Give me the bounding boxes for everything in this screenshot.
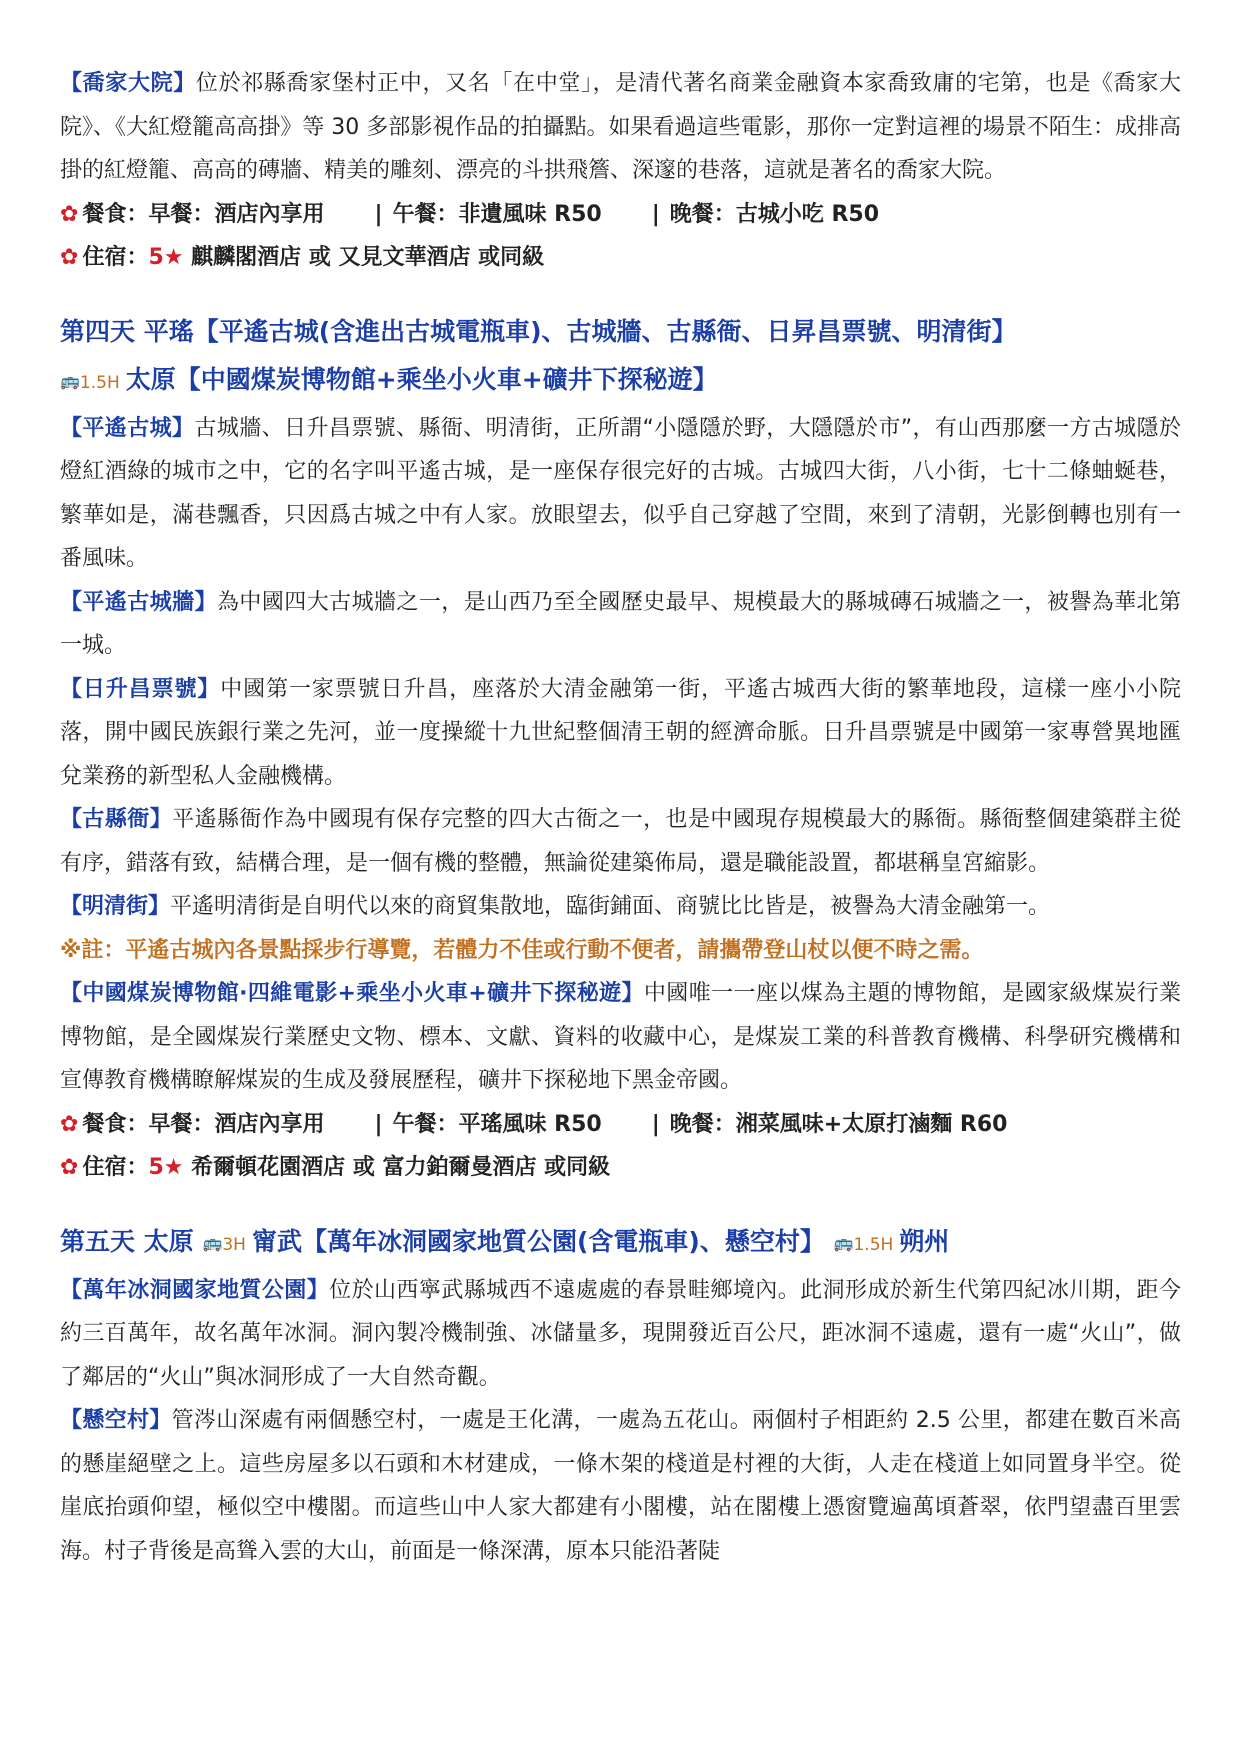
paragraph-text: 位於祁縣喬家堡村正中，又名「在中堂」，是清代著名商業金融資本家喬致庸的宅第，也是《喬家大院》、《大紅燈籠高高掛》等 30 多部影視作品的拍攝點。如果看過這些電影，那你一定對這裡的場景不陌生：成排高掛的紅燈籠、高高的磚牆、精美的雕刻、漂亮的斗拱飛簷、深邃的巷落，這就是著名的喬家大院。 <box>60 71 1181 183</box>
keyword: 【日升昌票號】 <box>60 676 221 702</box>
star-rating: 5★ <box>148 1155 184 1180</box>
keyword: 【懸空村】 <box>60 1408 172 1433</box>
flower-icon: ✿ <box>60 245 79 270</box>
keyword: 【古縣衙】 <box>60 807 173 832</box>
hotel-list: 希爾頓花園酒店 或 富力鉑爾曼酒店 或同級 <box>191 1155 611 1180</box>
day4-subtitle: 🚌1.5H 太原【中國煤炭博物館+乘坐小火車+礦井下探秘遊】 <box>60 364 718 394</box>
stay-line-day3: ✿ 住宿：5★ 麒麟閣酒店 或 又見文華酒店 或同級 <box>60 245 545 270</box>
keyword: 【中國煤炭博物館·四維電影+乘坐小火車+礦井下探秘遊】 <box>60 981 644 1006</box>
keyword: 【平遙古城】 <box>60 415 195 441</box>
paragraph-ming-qing-street: 【明清街】平遙明清街是自明代以來的商貿集散地，臨街鋪面、商號比比皆是，被譽為大清金融第一。 <box>60 894 1051 919</box>
day5-title: 第五天 太原 🚌3H 甯武【萬年冰洞國家地質公園(含電瓶車)、懸空村】 🚌1.5H 朔州 <box>60 1226 950 1256</box>
meal-line-day4: ✿ 餐食：早餐：酒店內享用 | 午餐：平瑤風味 R50 | 晚餐：湘菜風味+太原打滷麵 R60 <box>60 1103 1181 1147</box>
travel-duration: 3H <box>222 1234 246 1255</box>
paragraph-hanging-village: 【懸空村】管涔山深處有兩個懸空村，一處是王化溝，一處為五花山。兩個村子相距約 2.5 公里，都建在數百米高的懸崖絕壁之上。這些房屋多以石頭和木材建成，一條木架的棧道是村裡的大街，人走在棧道上如同置身半空。從崖底抬頭仰望，極似空中樓閣。而這些山中人家大都建有小閣樓，站在閣樓上憑窗覽遍萬頃蒼翠，依門望盡百里雲海。村子背後是高聳入雲的大山，前面是一條深溝，原本只能沿著陡 <box>60 1408 1181 1564</box>
bus-icon: 🚌 <box>60 370 80 390</box>
paragraph-pingyao-city-wall: 【平遙古城牆】為中國四大古城牆之一，是山西乃至全國歷史最早、規模最大的縣城磚石城牆之一，被譽為華北第一城。 <box>60 589 1181 658</box>
day4-title: 第四天 平瑤【平遙古城(含進出古城電瓶車)、古城牆、古縣衙、日昇昌票號、明清街】 <box>60 316 1017 346</box>
paragraph-pingyao-ancient-city: 【平遙古城】古城牆、日升昌票號、縣衙、明清街，正所謂“小隱隱於野，大隱隱於市”，有山西那麼一方古城隱於燈紅酒綠的城市之中，它的名字叫平遙古城，是一座保存很完好的古城。古城四大街，八小街，七十二條蚰蜒巷，繁華如是，滿巷飄香，只因爲古城之中有人家。放眼望去，似乎自己穿越了空間，來到了清朝，光影倒轉也別有一番風味。 <box>60 415 1181 571</box>
paragraph-qiao-family-compound <box>60 62 1181 193</box>
stay-line-day4: ✿ 住宿：5★ 希爾頓花園酒店 或 富力鉑爾曼酒店 或同級 <box>60 1155 611 1180</box>
flower-icon: ✿ <box>60 201 79 227</box>
paragraph-ice-cave: 【萬年冰洞國家地質公園】位於山西寧武縣城西不遠處處的春景畦鄉境內。此洞形成於新生代第四紀冰川期，距今約三百萬年，故名萬年冰洞。洞內製冷機制強、冰儲量多，現開發近百公尺，距冰洞不遠處，還有一處“火山”，做了鄰居的“火山”與冰洞形成了一大自然奇觀。 <box>60 1277 1181 1390</box>
flower-icon: ✿ <box>60 1111 79 1137</box>
keyword: 【喬家大院】 <box>60 71 196 96</box>
keyword: 【平遙古城牆】 <box>60 589 217 615</box>
dinner: 晚餐：古城小吃 R50 <box>669 201 879 227</box>
travel-duration: 1.5H <box>853 1234 894 1255</box>
paragraph-county-yamen: 【古縣衙】平遙縣衙作為中國現有保存完整的四大古衙之一，也是中國現存規模最大的縣衙。縣衙整個建築群主從有序，錯落有致，結構合理，是一個有機的整體，無論從建築佈局，還是職能設置，都堪稱皇宮縮影。 <box>60 807 1181 876</box>
star-rating: 5★ <box>148 245 184 270</box>
meal-line-day3: ✿ 餐食：早餐：酒店內享用 | 午餐：非遺風味 R50 | 晚餐：古城小吃 R50 <box>60 193 1181 237</box>
bus-icon: 🚌 <box>202 1232 223 1252</box>
hotel-list: 麒麟閣酒店 或 又見文華酒店 或同級 <box>191 245 545 270</box>
flower-icon: ✿ <box>60 1155 79 1180</box>
keyword: 【萬年冰洞國家地質公園】 <box>60 1277 330 1303</box>
breakfast: 早餐：酒店內享用 <box>148 201 325 227</box>
bus-icon: 🚌 <box>833 1232 854 1252</box>
travel-duration: 1.5H <box>79 372 120 393</box>
breakfast: 早餐：酒店內享用 <box>148 1111 325 1137</box>
paragraph-coal-museum: 【中國煤炭博物館·四維電影+乘坐小火車+礦井下探秘遊】中國唯一一座以煤為主題的博物館，是國家級煤炭行業博物館，是全國煤炭行業歷史文物、標本、文獻、資料的收藏中心，是煤炭工業的科普教育機構、科學研究機構和宣傳教育機構瞭解煤炭的生成及發展歷程，礦井下探秘地下黑金帝國。 <box>60 981 1181 1093</box>
lunch: 午餐：平瑤風味 R50 <box>392 1111 602 1137</box>
paragraph-rishengchang: 【日升昌票號】中國第一家票號日升昌，座落於大清金融第一街，平遙古城西大街的繁華地段，這樣一座小小院落，開中國民族銀行業之先河，並一度操縱十九世紀整個清王朝的經濟命脈。日升昌票號是中國第一家專營異地匯兌業務的新型私人金融機構。 <box>60 676 1181 789</box>
keyword: 【明清街】 <box>60 894 171 919</box>
dinner: 晚餐：湘菜風味+太原打滷麵 R60 <box>669 1111 1008 1137</box>
lunch: 午餐：非遺風味 R50 <box>392 201 602 227</box>
walking-tour-note: ※註：平遙古城內各景點採步行導覽，若體力不佳或行動不便者，請攜帶登山杖以便不時之需。 <box>60 937 984 963</box>
